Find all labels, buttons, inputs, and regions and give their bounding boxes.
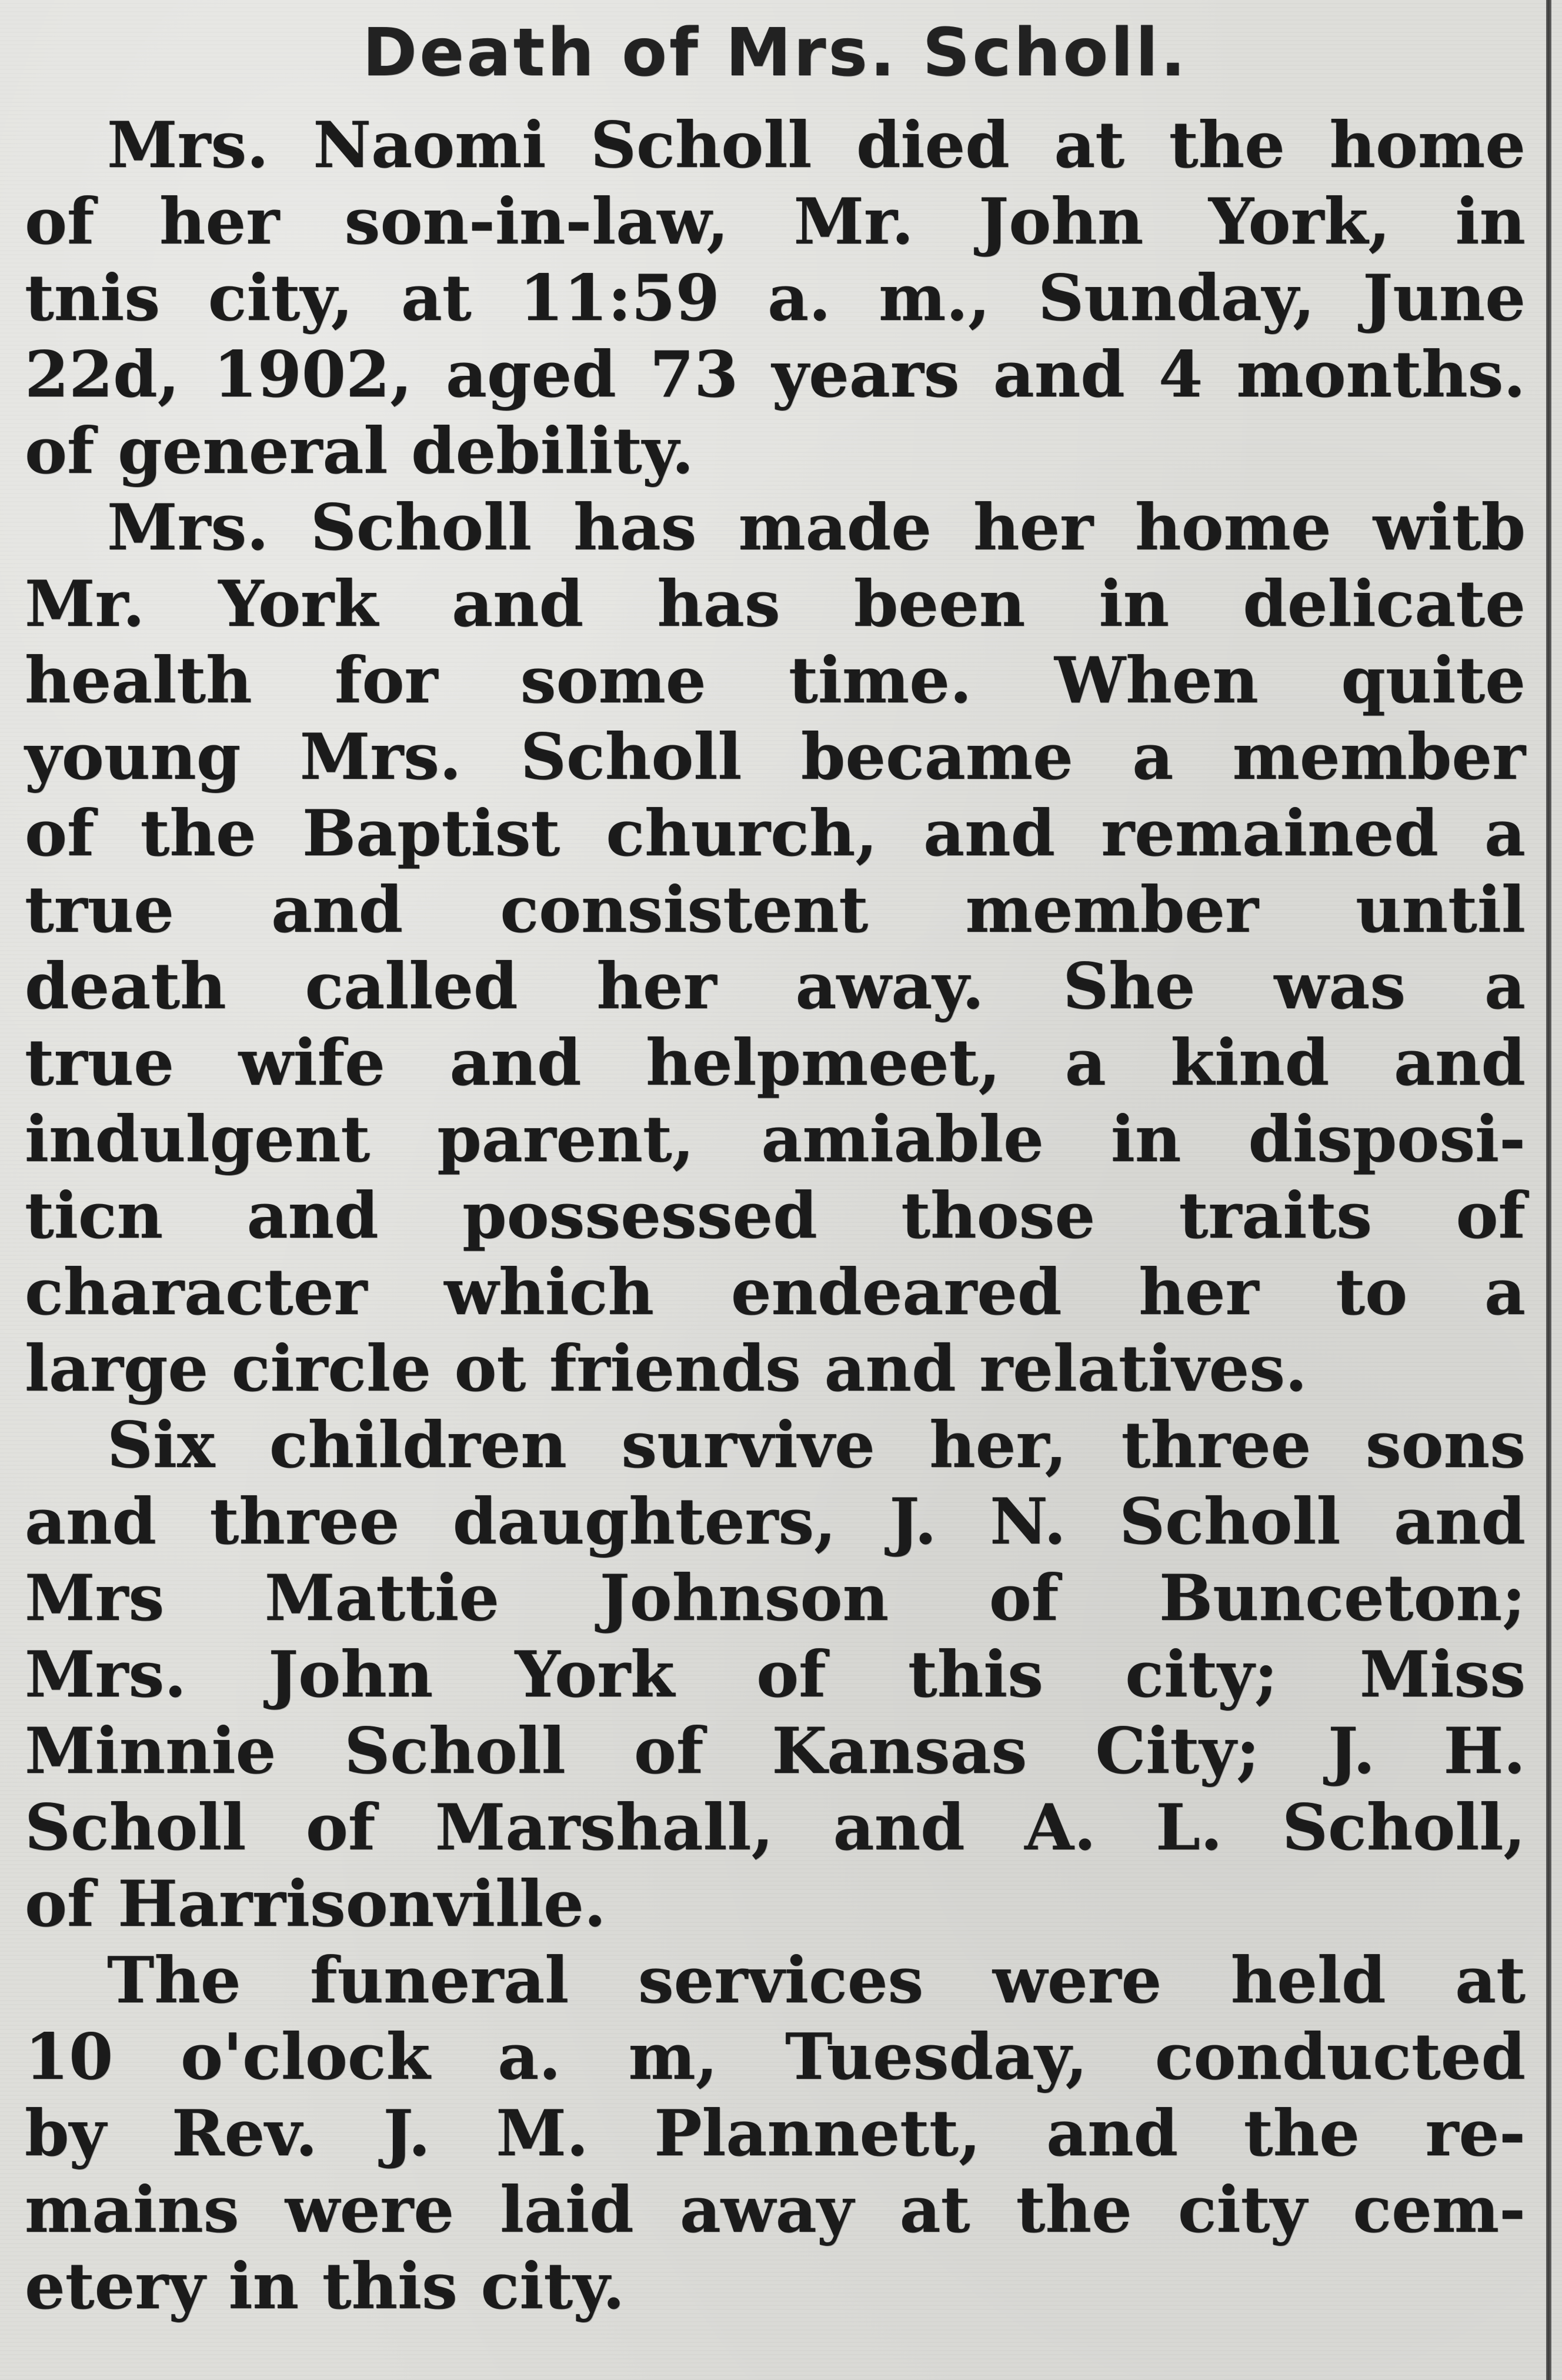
text-line: Mrs. Naomi Scholl died at the home [107,108,1526,182]
text-line: true wife and helpmeet, a kind and [25,1026,1526,1100]
text-line: large circle ot friends and relatives. [25,1332,1307,1406]
text-line: Minnie Scholl of Kansas City; J. H. [25,1714,1526,1788]
paragraph-2 [25,489,1526,1407]
text-line: of Harrisonville. [25,1867,606,1941]
text-line: tnis city, at 11:59 a. m., Sunday, June [25,261,1526,335]
text-line: The funeral services were held at [107,1944,1526,2018]
column-rule [1546,0,1551,2380]
text-line: Mrs. John York of this city; Miss [25,1638,1526,1712]
paragraph-4 [25,1942,1526,2325]
text-line: Six children survive her, three sons [107,1408,1526,1482]
text-line: ticn and possessed those traits of [25,1179,1526,1253]
text-line: of her son-in-law, Mr. John York, in [25,185,1526,259]
text-line: indulgent parent, amiable in disposi- [25,1102,1526,1176]
text-line: young Mrs. Scholl became a member [25,720,1526,794]
paragraph-3 [25,1407,1526,1942]
text-line: true and consistent member until [25,873,1526,947]
text-line: health for some time. When quite [25,644,1526,718]
text-line: character which endeared her to a [25,1255,1526,1329]
text-line: mains were laid away at the city cem- [25,2173,1526,2247]
text-line: Scholl of Marshall, and A. L. Scholl, [25,1791,1526,1865]
text-line: death called her away. She was a [25,949,1526,1024]
headline: Death of Mrs. Scholl. [362,15,1188,91]
text-line: Mr. York and has been in delicate [25,567,1526,641]
text-line: Mrs. Scholl has made her home witb [107,491,1526,565]
text-line: of general debility. [25,414,694,488]
text-line: of the Baptist church, and remained a [25,796,1526,871]
text-line: Mrs Mattie Johnson of Bunceton; [25,1561,1526,1635]
text-line: 10 o'clock a. m, Tuesday, conducted [25,2020,1526,2094]
text-line: etery in this city. [25,2249,625,2324]
text-line: by Rev. J. M. Plannett, and the re- [25,2096,1526,2171]
text-line: and three daughters, J. N. Scholl and [25,1485,1526,1559]
obituary-article [25,6,1526,2325]
text-line: 22d, 1902, aged 73 years and 4 months. [25,338,1526,412]
paragraph-1 [25,107,1526,489]
